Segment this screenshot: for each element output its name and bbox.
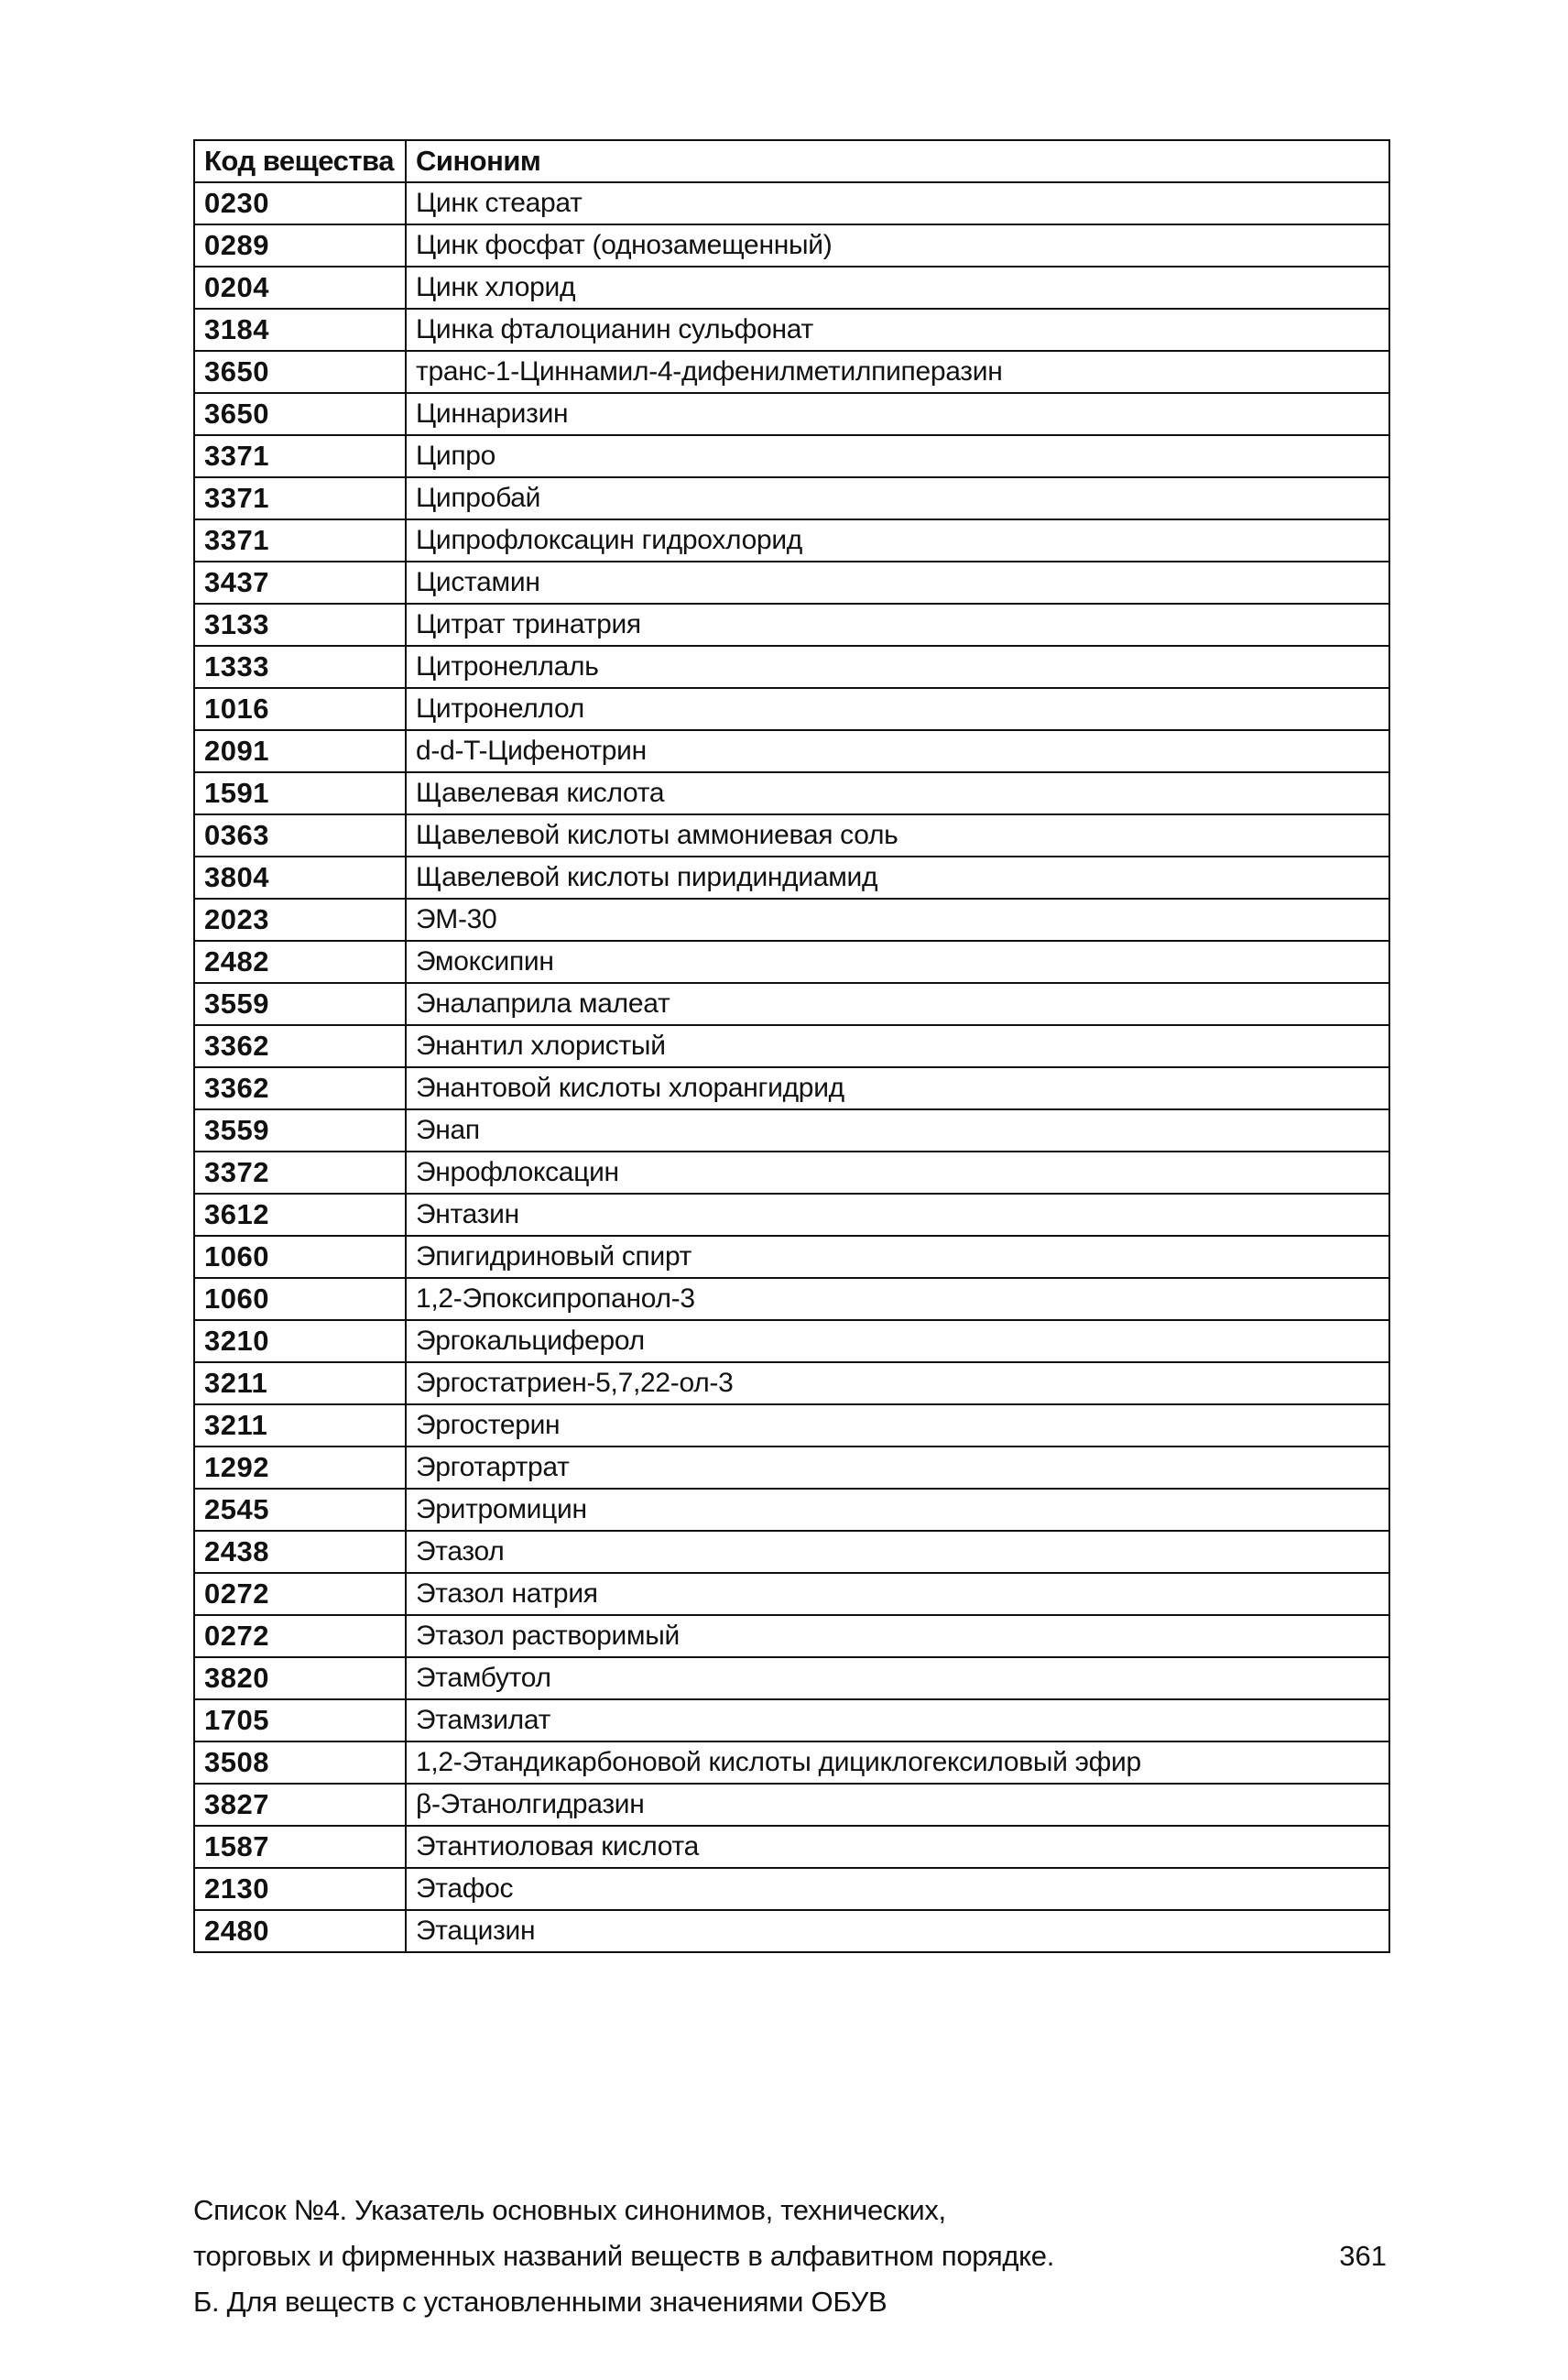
table-body [194,182,1389,1952]
table-row [194,1910,1389,1952]
table-row [194,1194,1389,1236]
substance-code-cell: 2482 [194,941,406,983]
column-header-code: Код вещества [194,140,406,182]
table-row [194,857,1389,899]
synonym-cell: Этамбутол [406,1657,1389,1699]
synonym-cell: Энантил хлористый [406,1025,1389,1067]
substance-code-cell: 1333 [194,646,406,688]
substance-code-cell: 0204 [194,267,406,309]
substance-code-cell: 2091 [194,730,406,772]
footer-caption-line-3: Б. Для веществ с установленными значениями ОБУВ [193,2286,887,2318]
synonym-cell: Эритромицин [406,1489,1389,1531]
column-header-synonym: Синоним [406,140,1389,182]
table-row [194,477,1389,519]
synonym-cell: Этантиоловая кислота [406,1826,1389,1868]
table-row [194,1489,1389,1531]
substance-code-cell: 2480 [194,1910,406,1952]
substance-code-cell: 3437 [194,562,406,604]
synonym-cell: Щавелевой кислоты пиридиндиамид [406,857,1389,899]
substance-code-cell: 3372 [194,1152,406,1194]
table-row [194,730,1389,772]
synonym-cell: Этазол [406,1531,1389,1573]
synonym-cell: Энтазин [406,1194,1389,1236]
footer-caption-line-1: Список №4. Указатель основных синонимов, технических, [193,2194,946,2226]
synonym-cell: Цитрат тринатрия [406,604,1389,646]
synonym-table-container [193,139,1388,1953]
table-row [194,435,1389,477]
substance-code-cell: 1587 [194,1826,406,1868]
table-row [194,267,1389,309]
synonym-cell: Этамзилат [406,1699,1389,1741]
substance-code-cell: 3371 [194,477,406,519]
table-row [194,1784,1389,1826]
table-row [194,224,1389,267]
substance-code-cell: 1292 [194,1447,406,1489]
table-row [194,1362,1389,1404]
substance-code-cell: 3133 [194,604,406,646]
synonym-cell: Эргостатриен-5,7,22-ол-3 [406,1362,1389,1404]
table-row [194,1025,1389,1067]
table-row [194,1615,1389,1657]
substance-code-cell: 1060 [194,1236,406,1278]
substance-code-cell: 1060 [194,1278,406,1320]
substance-code-cell: 3508 [194,1741,406,1784]
table-row [194,604,1389,646]
table-row [194,1320,1389,1362]
synonym-cell: Эпигидриновый спирт [406,1236,1389,1278]
synonym-cell: Ципрофлоксацин гидрохлорид [406,519,1389,562]
synonym-cell: транс-1-Циннамил-4-дифенилметилпиперазин [406,351,1389,393]
table-row [194,393,1389,435]
substance-code-cell: 3559 [194,983,406,1025]
synonym-cell: ЭМ-30 [406,899,1389,941]
substance-code-cell: 3650 [194,351,406,393]
substance-code-cell: 1591 [194,772,406,814]
synonym-cell: Этацизин [406,1910,1389,1952]
synonym-cell: 1,2-Этандикарбоновой кислоты дициклогексиловый эфир [406,1741,1389,1784]
synonym-cell: Ципро [406,435,1389,477]
table-row [194,1067,1389,1109]
synonym-cell: Цинк фосфат (однозамещенный) [406,224,1389,267]
table-row [194,1573,1389,1615]
substance-code-cell: 0272 [194,1573,406,1615]
substance-code-cell: 3371 [194,435,406,477]
synonym-cell: Цинк хлорид [406,267,1389,309]
synonym-cell: Цитронеллаль [406,646,1389,688]
substance-code-cell: 0272 [194,1615,406,1657]
table-row [194,941,1389,983]
substance-code-cell: 2130 [194,1868,406,1910]
table-row [194,1109,1389,1152]
synonym-cell: d-d-T-Цифенотрин [406,730,1389,772]
substance-code-cell: 2023 [194,899,406,941]
footer-caption-line-2: торговых и фирменных названий веществ в алфавитном порядке. [193,2240,1055,2272]
substance-code-cell: 3650 [194,393,406,435]
table-header-row [194,140,1389,182]
synonym-cell: Эргокальциферол [406,1320,1389,1362]
synonym-cell: Этазол натрия [406,1573,1389,1615]
table-row [194,1531,1389,1573]
substance-code-cell: 3820 [194,1657,406,1699]
substance-code-cell: 3211 [194,1404,406,1447]
table-row [194,1447,1389,1489]
table-row [194,1826,1389,1868]
substance-code-cell: 3371 [194,519,406,562]
page-number: 361 [1339,2240,1387,2272]
synonym-cell: Цистамин [406,562,1389,604]
synonym-cell: Эмоксипин [406,941,1389,983]
substance-code-cell: 0363 [194,814,406,857]
table-row [194,309,1389,351]
table-row [194,1278,1389,1320]
substance-code-cell: 1705 [194,1699,406,1741]
synonym-cell: Цитронеллол [406,688,1389,730]
substance-code-cell: 3362 [194,1025,406,1067]
substance-code-cell: 3184 [194,309,406,351]
table-row [194,983,1389,1025]
synonym-cell: Циннаризин [406,393,1389,435]
synonym-table [193,139,1390,1953]
substance-code-cell: 2438 [194,1531,406,1573]
table-row [194,519,1389,562]
synonym-cell: Энантовой кислоты хлорангидрид [406,1067,1389,1109]
table-row [194,646,1389,688]
synonym-cell: Эргостерин [406,1404,1389,1447]
substance-code-cell: 0289 [194,224,406,267]
substance-code-cell: 3559 [194,1109,406,1152]
table-row [194,562,1389,604]
table-row [194,1657,1389,1699]
synonym-cell: Энрофлоксацин [406,1152,1389,1194]
substance-code-cell: 3804 [194,857,406,899]
table-row [194,1404,1389,1447]
table-row [194,182,1389,224]
synonym-cell: Ципробай [406,477,1389,519]
page-footer [193,2188,1388,2325]
table-row [194,688,1389,730]
table-row [194,1868,1389,1910]
substance-code-cell: 0230 [194,182,406,224]
table-row [194,1152,1389,1194]
synonym-cell: Этазол растворимый [406,1615,1389,1657]
table-row [194,899,1389,941]
substance-code-cell: 3827 [194,1784,406,1826]
substance-code-cell: 3211 [194,1362,406,1404]
table-row [194,814,1389,857]
substance-code-cell: 3210 [194,1320,406,1362]
synonym-cell: Цинк стеарат [406,182,1389,224]
table-row [194,1741,1389,1784]
table-row [194,1236,1389,1278]
synonym-cell: β-Этанолгидразин [406,1784,1389,1826]
substance-code-cell: 2545 [194,1489,406,1531]
table-row [194,351,1389,393]
synonym-cell: Энап [406,1109,1389,1152]
table-row [194,1699,1389,1741]
synonym-cell: Этафос [406,1868,1389,1910]
table-row [194,772,1389,814]
synonym-cell: 1,2-Эпоксипропанол-3 [406,1278,1389,1320]
synonym-cell: Щавелевой кислоты аммониевая соль [406,814,1389,857]
synonym-cell: Эналаприла малеат [406,983,1389,1025]
substance-code-cell: 1016 [194,688,406,730]
synonym-cell: Щавелевая кислота [406,772,1389,814]
substance-code-cell: 3612 [194,1194,406,1236]
synonym-cell: Цинка фталоцианин сульфонат [406,309,1389,351]
synonym-cell: Эрготартрат [406,1447,1389,1489]
substance-code-cell: 3362 [194,1067,406,1109]
